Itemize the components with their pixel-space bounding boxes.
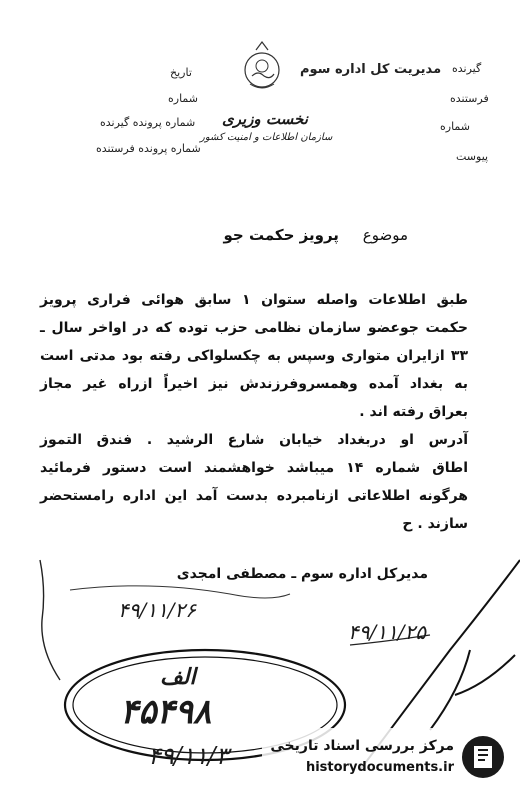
subject-value: پرویز حکمت جو	[223, 226, 339, 244]
body-line: به بغداد آمده وهمسروفرزندش نیز اخیراً ازراه غیر مجاز	[40, 376, 468, 392]
body-line: هرگونه اطلاعاتی ازنامبرده بدست آمد این اداره رامستحضر	[40, 488, 468, 504]
sender-file-number-label: شماره پرونده فرستنده	[96, 142, 201, 155]
handwritten-date-2: ۴۹/۱۱/۲۵	[348, 620, 426, 644]
recipient-file-number-label: شماره پرونده گیرنده	[100, 116, 196, 129]
watermark-url: historydocuments.ir	[305, 760, 454, 775]
signature-line: مدیرکل اداره سوم ـ مصطفی امجدی	[176, 566, 428, 582]
margin-scribble	[40, 560, 60, 680]
stamp-word: الف	[160, 664, 196, 690]
org-title: مدیریت کل اداره سوم	[300, 62, 442, 77]
stamp-number: ۴۵۴۹۸	[120, 692, 212, 732]
body-line: اطاق شماره ۱۴ میباشد خواهشمند است دستور فرمائید	[40, 460, 468, 476]
date-label: تاریخ	[170, 66, 192, 79]
lion-and-sun-emblem	[245, 42, 279, 88]
body-line: طبق اطلاعات واصله ستوان ۱ سابق هوائی فراری پرویز	[40, 292, 468, 308]
sender-label: فرستنده	[450, 92, 489, 105]
number-label: شماره	[168, 92, 199, 105]
body-line: حکمت جوعضو سازمان نظامی حزب توده که در اواخر سال ـ	[40, 320, 468, 336]
ministry-name: نخست وزیری	[222, 110, 308, 128]
body-line: بعراق رفته اند .	[359, 404, 468, 420]
attachment-label: پیوست	[456, 150, 489, 163]
signature-scribble	[70, 586, 290, 598]
watermark-box	[262, 728, 512, 786]
body-line: سازند . ح	[402, 516, 468, 532]
number-label-right: شماره	[440, 120, 471, 133]
recipient-label: گیرنده	[452, 62, 482, 75]
body-line: ۳۳ ازایران متواری وسپس به چکسلواکی رفته بود مدتی است	[40, 348, 468, 364]
watermark-org: مرکز بررسی اسناد تاریخی	[270, 738, 454, 754]
handwritten-date-3: ۴۹/۱۱/۳	[148, 742, 229, 770]
subject-label: موضوع	[362, 226, 408, 244]
subject-row	[224, 226, 408, 244]
body-line: آدرس او دربغداد خیابان شارع الرشید . فندق التموز	[40, 432, 468, 448]
watermark-logo-icon	[458, 732, 508, 782]
agency-name: سازمان اطلاعات و امنیت کشور	[200, 132, 333, 143]
handwritten-date-1: ۴۹/۱۱/۲۶	[118, 598, 196, 622]
